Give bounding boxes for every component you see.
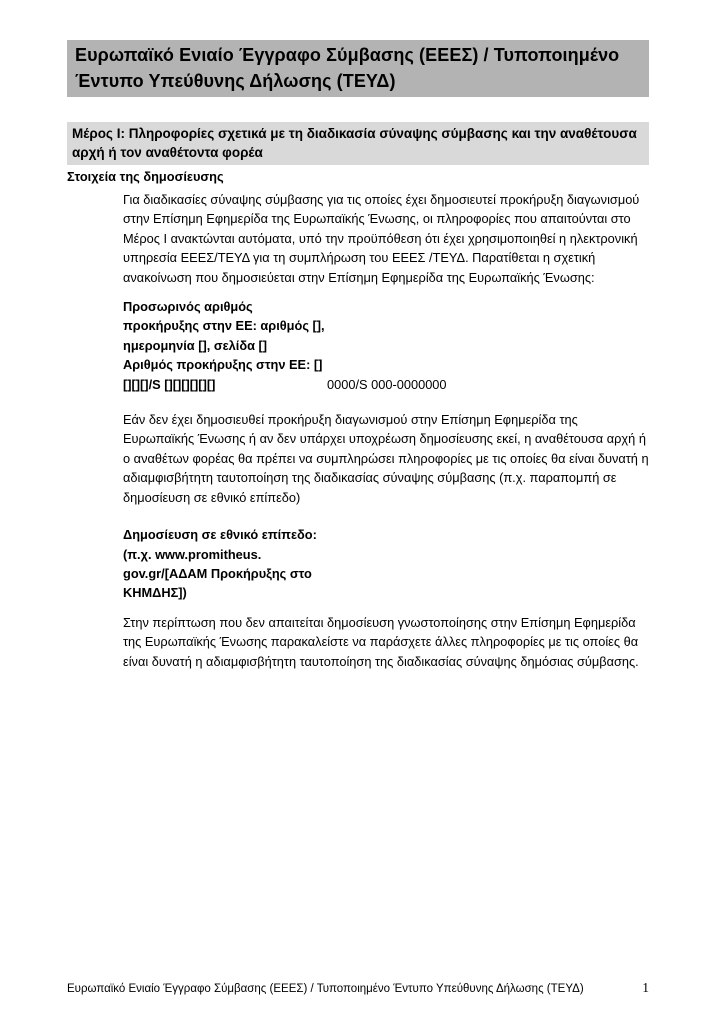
field-eu-notice-number [123, 297, 650, 394]
document-title: Ευρωπαϊκό Ενιαίο Έγγραφο Σύμβασης (ΕΕΕΣ) / Τυποποιημένο Έντυπο Υπεύθυνης Δήλωσης (ΤΕΥΔ) [67, 40, 649, 97]
field-national-publication [123, 525, 650, 603]
document-body [123, 190, 650, 681]
field-eu-notice-number-value: 0000/S 000-0000000 [327, 376, 447, 392]
field-eu-notice-number-label [123, 297, 325, 394]
publication-details-heading: Στοιχεία της δημοσίευσης [67, 169, 224, 184]
paragraph-no-publication-required: Στην περίπτωση που δεν απαιτείται δημοσίευση γνωστοποίησης στην Επίσημη Εφημερίδα της Ευρωπαϊκής Ένωσης παρακαλείστε να παράσχετε άλλες πληροφορίες με τις οποίες θα είναι δυνατή η αδιαμφισβήτητη ταυτοποίηση της διαδικασίας σύναψης δημόσιας σύμβασης. [123, 614, 639, 669]
paragraph-not-published-in-ojeu: Εάν δεν έχει δημοσιευθεί προκήρυξη διαγωνισμού στην Επίσημη Εφημερίδα της Ευρωπαϊκής Ένωσης ή αν δεν υπάρχει υποχρέωση δημοσίευσης εκεί, η αναθέτουσα αρχή ή ο αναθέτων φορέας θα πρέπει να συμπληρώσει πληροφορίες με τις οποίες θα είναι δυνατή η αδιαμφισβήτητη ταυτοποίηση της διαδικασίας σύναψης σύμβασης (π.χ. παραπομπή σε δημοσίευση σε εθνικό επίπεδο) [123, 412, 649, 505]
section-header-part-1: Μέρος Ι: Πληροφορίες σχετικά με τη διαδικασία σύναψης σύμβασης και την αναθέτουσα αρχή ή τον αναθέτοντα φορέα [67, 122, 649, 165]
paragraph-ojeu-published: Για διαδικασίες σύναψης σύμβασης για τις οποίες έχει δημοσιευτεί προκήρυξη διαγωνισμού στην Επίσημη Εφημερίδα της Ευρωπαϊκής Ένωσης, οι πληροφορίες που απαιτούνται στο Μέρος Ι ανακτώνται αυτόματα, υπό την προϋπόθεση ότι έχει χρησιμοποιηθεί η ηλεκτρονική υπηρεσία ΕΕΕΣ/ΤΕΥΔ για τη συμπλήρωση του ΕΕΕΣ /ΤΕΥΔ. Παρατίθεται η σχετική ανακοίνωση που δημοσιεύεται στην Επίσημη Εφημερίδα της Ευρωπαϊκής Ένωσης: [123, 192, 640, 285]
field-label-line: Αριθμός προκήρυξης στην ΕΕ: [][][][]/S [][][][][][] [123, 357, 323, 392]
page-footer [67, 980, 649, 996]
footer-document-title: Ευρωπαϊκό Ενιαίο Έγγραφο Σύμβασης (ΕΕΕΣ) / Τυποποιημένο Έντυπο Υπεύθυνης Δήλωσης (ΤΕΥΔ) [67, 983, 584, 995]
field-label-line: Προσωρινός αριθμός προκήρυξης στην ΕΕ: αριθμός [], ημερομηνία [], σελίδα [] [123, 299, 325, 353]
page-number: 1 [642, 980, 649, 995]
field-national-publication-label: Δημοσίευση σε εθνικό επίπεδο: (π.χ. www.promitheus. gov.gr/[ΑΔΑΜ Προκήρυξης στο ΚΗΜΔΗΣ]) [123, 527, 317, 601]
